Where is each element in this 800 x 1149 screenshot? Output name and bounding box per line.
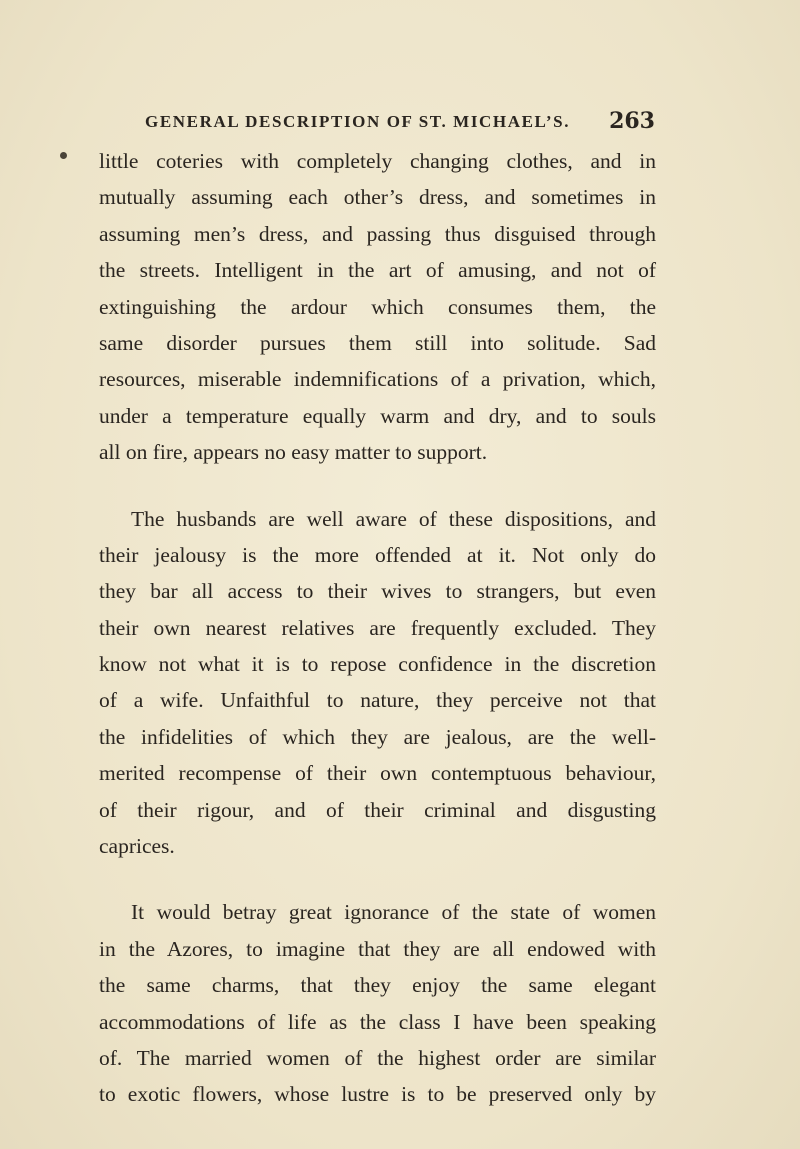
page-number: 263 — [609, 108, 655, 134]
text-line: in the Azores, to imagine that they are all endowed with — [99, 936, 656, 961]
paragraph-2 — [99, 501, 656, 865]
text-line: of a wife. Unfaithful to nature, they perceive not that — [99, 688, 656, 713]
paragraph-gap — [99, 864, 656, 894]
paragraph-gap — [99, 471, 656, 501]
text-line: know not what it is to repose confidence in the discretion — [99, 652, 656, 677]
text-line: extinguishing the ardour which consumes them, the — [99, 294, 656, 319]
body-text — [99, 143, 656, 1113]
text-line: to exotic flowers, whose lustre is to be preserved only by — [99, 1082, 656, 1107]
text-line: the infidelities of which they are jealous, are the well- — [99, 724, 656, 749]
text-line: they bar all access to their wives to strangers, but even — [99, 579, 656, 604]
running-head-title: GENERAL DESCRIPTION OF ST. MICHAEL’S. — [145, 112, 571, 131]
text-line: The husbands are well aware of these dispositions, and — [131, 506, 656, 531]
text-line: same disorder pursues them still into solitude. Sad — [99, 330, 656, 355]
text-line: accommodations of life as the class I have been speaking — [99, 1009, 656, 1034]
text-line: their own nearest relatives are frequently excluded. They — [99, 615, 656, 640]
text-line: little coteries with completely changing clothes, and in — [99, 149, 656, 173]
text-line: merited recompense of their own contemptuous behaviour, — [99, 761, 656, 786]
text-line: assuming men’s dress, and passing thus disguised through — [99, 221, 656, 246]
text-line: the same charms, that they enjoy the same elegant — [99, 973, 656, 998]
text-line: of their rigour, and of their criminal and disgusting — [99, 797, 656, 822]
text-line: the streets. Intelligent in the art of amusing, and not of — [99, 258, 656, 283]
margin-ink-spot — [60, 152, 67, 159]
running-head — [145, 108, 655, 140]
text-line: mutually assuming each other’s dress, and sometimes in — [99, 185, 656, 210]
text-line: under a temperature equally warm and dry, and to souls — [99, 403, 656, 428]
paragraph-3 — [99, 894, 656, 1112]
text-line: their jealousy is the more offended at it. Not only do — [99, 542, 656, 567]
text-line: caprices. — [99, 834, 175, 859]
text-line: resources, miserable indemnifications of a privation, which, — [99, 367, 656, 392]
text-line: It would betray great ignorance of the state of women — [131, 900, 656, 925]
text-line: of. The married women of the highest order are similar — [99, 1045, 656, 1070]
paragraph-1 — [99, 143, 656, 471]
text-line: all on fire, appears no easy matter to support. — [99, 440, 488, 465]
